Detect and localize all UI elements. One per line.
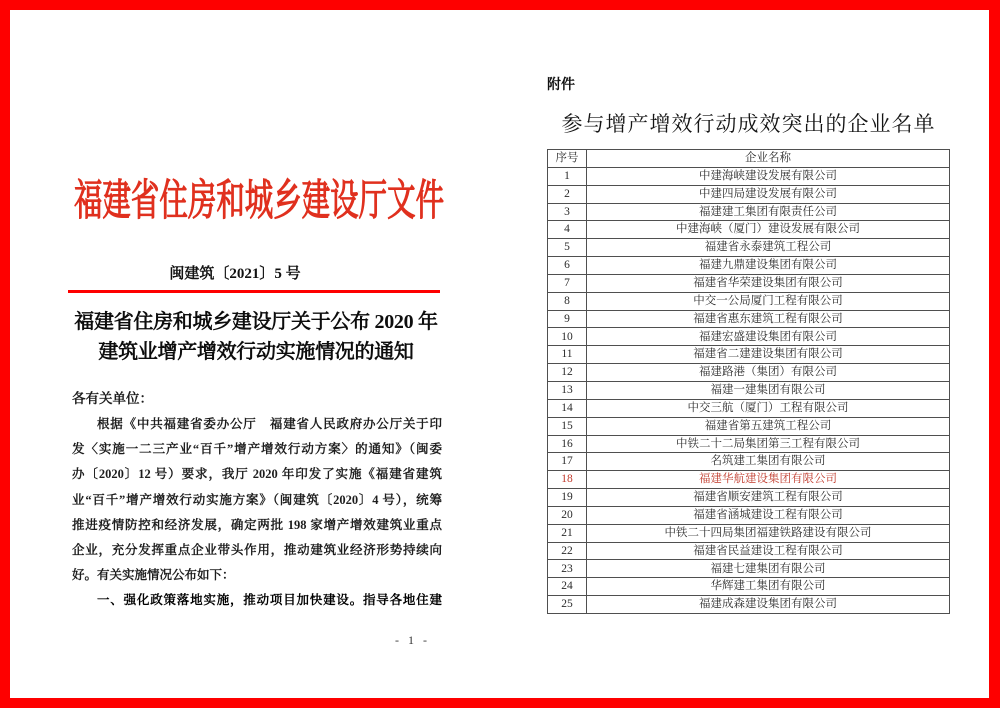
table-row bbox=[548, 489, 950, 507]
row-index: 21 bbox=[548, 524, 587, 542]
table-row bbox=[548, 542, 950, 560]
row-index: 16 bbox=[548, 435, 587, 453]
company-name: 福建成森建设集团有限公司 bbox=[587, 596, 950, 614]
row-index: 8 bbox=[548, 292, 587, 310]
table-row bbox=[548, 328, 950, 346]
letterhead-divider bbox=[68, 290, 440, 293]
table-row bbox=[548, 506, 950, 524]
row-index: 13 bbox=[548, 381, 587, 399]
body-line: 发〈实施一二三产业“百千”增产增效行动方案〉的通知》（闽委 bbox=[72, 442, 442, 457]
table-row bbox=[548, 435, 950, 453]
company-name: 福建省惠东建筑工程有限公司 bbox=[587, 310, 950, 328]
row-index: 20 bbox=[548, 506, 587, 524]
table-row bbox=[548, 578, 950, 596]
row-index: 1 bbox=[548, 167, 587, 185]
table-row bbox=[548, 257, 950, 275]
company-name: 福建省永泰建筑工程公司 bbox=[587, 239, 950, 257]
row-index: 14 bbox=[548, 399, 587, 417]
company-name: 中建海峡（厦门）建设发展有限公司 bbox=[587, 221, 950, 239]
company-name: 福建省涵城建设工程有限公司 bbox=[587, 506, 950, 524]
table-row bbox=[548, 453, 950, 471]
row-index: 25 bbox=[548, 596, 587, 614]
table-row bbox=[548, 417, 950, 435]
table-row bbox=[548, 167, 950, 185]
row-index: 17 bbox=[548, 453, 587, 471]
row-index: 22 bbox=[548, 542, 587, 560]
company-name: 中交三航（厦门）工程有限公司 bbox=[587, 399, 950, 417]
table-row bbox=[548, 221, 950, 239]
body-line: 推进疫情防控和经济发展，确定两批 198 家增产增效建筑业重点 bbox=[72, 517, 442, 532]
row-index: 18 bbox=[548, 471, 587, 489]
table-row bbox=[548, 346, 950, 364]
table-row bbox=[548, 399, 950, 417]
row-index: 10 bbox=[548, 328, 587, 346]
document-title-line1: 福建省住房和城乡建设厅关于公布 2020 年 bbox=[74, 311, 438, 333]
row-index: 4 bbox=[548, 221, 587, 239]
company-name: 福建宏盛建设集团有限公司 bbox=[587, 328, 950, 346]
document-title bbox=[70, 307, 442, 367]
page-number: - 1 - bbox=[395, 633, 430, 647]
row-index: 3 bbox=[548, 203, 587, 221]
column-header-company-name: 企业名称 bbox=[587, 150, 950, 168]
table-header-row bbox=[548, 150, 950, 168]
table-row bbox=[548, 596, 950, 614]
table-row bbox=[548, 185, 950, 203]
table-row bbox=[548, 524, 950, 542]
company-name: 福建省第五建筑工程公司 bbox=[587, 417, 950, 435]
table-row bbox=[548, 381, 950, 399]
scan-inner bbox=[10, 10, 989, 698]
company-name: 福建七建集团有限公司 bbox=[587, 560, 950, 578]
company-table bbox=[547, 149, 950, 614]
company-name: 福建路港（集团）有限公司 bbox=[587, 364, 950, 382]
attachment-table-title: 参与增产增效行动成效突出的企业名单 bbox=[561, 112, 936, 136]
company-table-body bbox=[548, 167, 950, 613]
body-line: 办〔2020〕12 号）要求，我厅 2020 年印发了实施《福建省建筑 bbox=[72, 467, 442, 482]
company-name: 福建省二建建设集团有限公司 bbox=[587, 346, 950, 364]
table-row bbox=[548, 364, 950, 382]
row-index: 23 bbox=[548, 560, 587, 578]
company-name: 福建一建集团有限公司 bbox=[587, 381, 950, 399]
letterhead-title: 福建省住房和城乡建设厅文件 bbox=[73, 178, 445, 225]
row-index: 12 bbox=[548, 364, 587, 382]
column-header-index: 序号 bbox=[548, 150, 587, 168]
company-name: 福建省民益建设工程有限公司 bbox=[587, 542, 950, 560]
body-line: 业“百千”增产增效行动实施方案》（闽建筑〔2020〕4 号），统筹 bbox=[72, 492, 442, 507]
company-name: 福建省顺安建筑工程有限公司 bbox=[587, 489, 950, 507]
table-row bbox=[548, 471, 950, 489]
document-title-line2: 建筑业增产增效行动实施情况的通知 bbox=[98, 341, 414, 363]
company-name: 中铁二十二局集团第三工程有限公司 bbox=[587, 435, 950, 453]
company-name: 中建海峡建设发展有限公司 bbox=[587, 167, 950, 185]
table-row bbox=[548, 560, 950, 578]
row-index: 24 bbox=[548, 578, 587, 596]
attachment-label: 附件 bbox=[547, 78, 575, 93]
company-name: 中铁二十四局集团福建铁路建设有限公司 bbox=[587, 524, 950, 542]
row-index: 9 bbox=[548, 310, 587, 328]
company-name: 中交一公局厦门工程有限公司 bbox=[587, 292, 950, 310]
company-table-head bbox=[548, 150, 950, 168]
row-index: 19 bbox=[548, 489, 587, 507]
body-line: 根据《中共福建省委办公厅 福建省人民政府办公厅关于印 bbox=[97, 417, 442, 431]
row-index: 7 bbox=[548, 274, 587, 292]
body-text bbox=[72, 412, 442, 614]
table-row bbox=[548, 203, 950, 221]
body-line: 企业，充分发挥重点企业带头作用，推动建筑业经济形势持续向 bbox=[72, 543, 442, 558]
row-index: 5 bbox=[548, 239, 587, 257]
company-name: 福建九鼎建设集团有限公司 bbox=[587, 257, 950, 275]
company-name: 中建四局建设发展有限公司 bbox=[587, 185, 950, 203]
body-line: 好。有关实施情况公布如下： bbox=[72, 568, 235, 583]
table-row bbox=[548, 310, 950, 328]
table-row bbox=[548, 274, 950, 292]
company-name: 名筑建工集团有限公司 bbox=[587, 453, 950, 471]
company-name: 福建省华荣建设集团有限公司 bbox=[587, 274, 950, 292]
company-name: 华辉建工集团有限公司 bbox=[587, 578, 950, 596]
table-row bbox=[548, 239, 950, 257]
document-number: 闽建筑〔2021〕5 号 bbox=[169, 266, 301, 282]
row-index: 11 bbox=[548, 346, 587, 364]
salutation: 各有关单位： bbox=[72, 391, 153, 406]
row-index: 15 bbox=[548, 417, 587, 435]
company-name: 福建华航建设集团有限公司 bbox=[587, 471, 950, 489]
body-line: 一、强化政策落地实施，推动项目加快建设。指导各地住建 bbox=[97, 593, 442, 608]
row-index: 6 bbox=[548, 257, 587, 275]
company-name: 福建建工集团有限责任公司 bbox=[587, 203, 950, 221]
row-index: 2 bbox=[548, 185, 587, 203]
table-row bbox=[548, 292, 950, 310]
